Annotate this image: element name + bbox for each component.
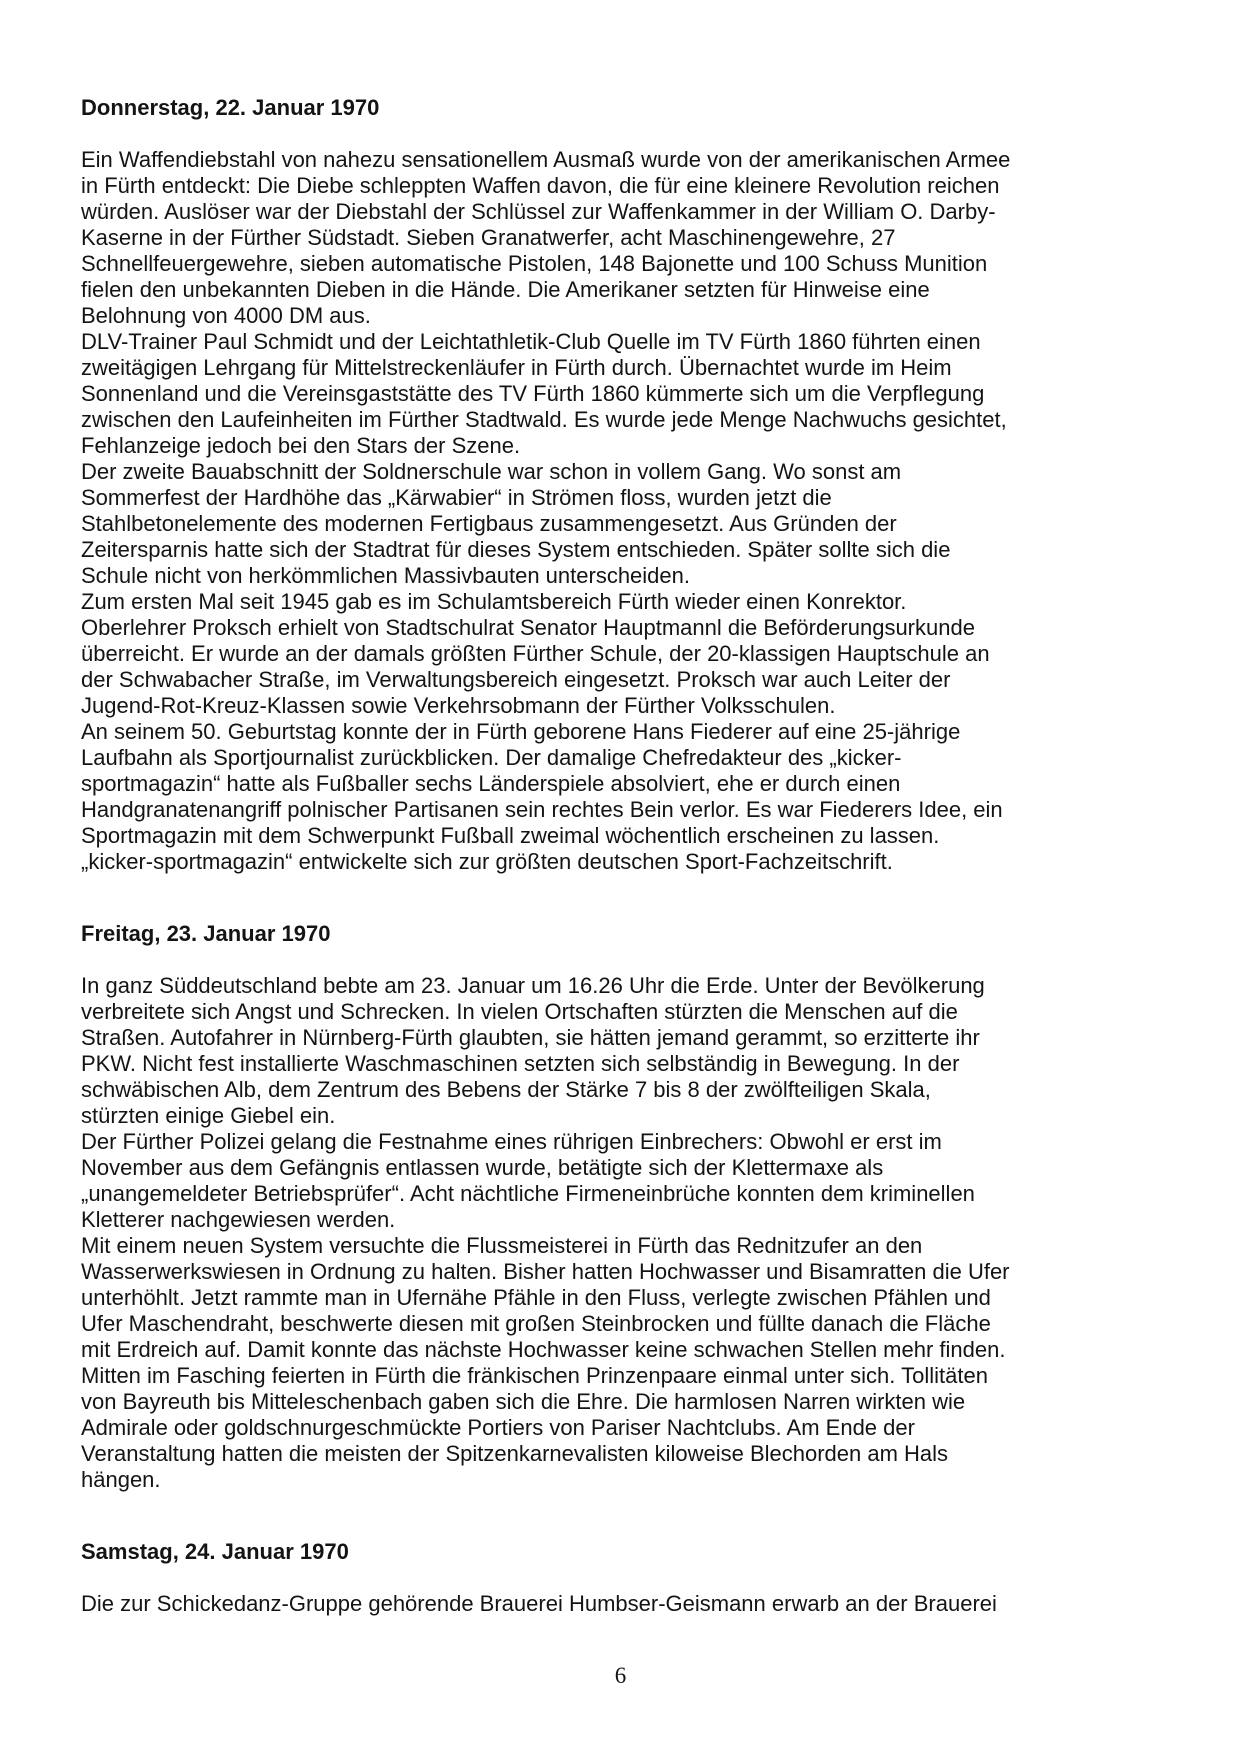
text-line: unterhöhlt. Jetzt rammte man in Ufernähe Pfähle in den Fluss, verlegte zwischen Pfählen und <box>81 1285 991 1310</box>
text-line: fielen den unbekannten Dieben in die Hände. Die Amerikaner setzten für Hinweise eine <box>81 277 930 302</box>
text-line: Veranstaltung hatten die meisten der Spitzenkarnevalisten kiloweise Blechorden am Hals <box>81 1441 949 1466</box>
text-line: Straßen. Autofahrer in Nürnberg-Fürth glaubten, sie hätten jemand gerammt, so erzitterte ihr <box>81 1025 980 1050</box>
text-line: Wasserwerkswiesen in Ordnung zu halten. Bisher hatten Hochwasser und Bisamratten die Ufer <box>81 1259 1010 1284</box>
text-line: Kletterer nachgewiesen werden. <box>81 1207 396 1232</box>
text-line: Schnellfeuergewehre, sieben automatische Pistolen, 148 Bajonette und 100 Schuss Munition <box>81 251 988 276</box>
text-line: DLV-Trainer Paul Schmidt und der Leichtathletik-Club Quelle im TV Fürth 1860 führten einen <box>81 329 981 354</box>
text-line: schwäbischen Alb, dem Zentrum des Bebens der Stärke 7 bis 8 der zwölfteiligen Skala, <box>81 1077 931 1102</box>
text-line: Sonnenland und die Vereinsgaststätte des TV Fürth 1860 kümmerte sich um die Verpflegung <box>81 381 985 406</box>
text-line: „kicker-sportmagazin“ entwickelte sich zur größten deutschen Sport-Fachzeitschrift. <box>81 849 893 874</box>
text-line: mit Erdreich auf. Damit konnte das nächste Hochwasser keine schwachen Stellen mehr finden. <box>81 1337 1006 1362</box>
text-line: Kaserne in der Fürther Südstadt. Sieben Granatwerfer, acht Maschinengewehre, 27 <box>81 225 896 250</box>
text-line: Ein Waffendiebstahl von nahezu sensationellem Ausmaß wurde von der amerikanischen Armee <box>81 147 1011 172</box>
text-line: stürzten einige Giebel ein. <box>81 1103 336 1128</box>
text-line: Mit einem neuen System versuchte die Flussmeisterei in Fürth das Rednitzufer an den <box>81 1233 923 1258</box>
text-line: Fehlanzeige jedoch bei den Stars der Szene. <box>81 433 521 458</box>
text-line: Admirale oder goldschnurgeschmückte Portiers von Pariser Nachtclubs. Am Ende der <box>81 1415 915 1440</box>
section-donnerstag <box>81 95 1160 875</box>
date-heading-donnerstag: Donnerstag, 22. Januar 1970 <box>81 95 380 120</box>
text-line: Oberlehrer Proksch erhielt von Stadtschulrat Senator Hauptmannl die Beförderungsurkunde <box>81 615 975 640</box>
text-line: Schule nicht von herkömmlichen Massivbauten unterscheiden. <box>81 563 690 588</box>
text-line: Ufer Maschendraht, beschwerte diesen mit großen Steinbrocken und füllte danach die Fläche <box>81 1311 991 1336</box>
date-heading-samstag: Samstag, 24. Januar 1970 <box>81 1539 349 1564</box>
text-line: hängen. <box>81 1467 161 1492</box>
text-line: Jugend-Rot-Kreuz-Klassen sowie Verkehrsobmann der Fürther Volksschulen. <box>81 693 836 718</box>
page-number: 6 <box>614 1663 627 1688</box>
text-line: November aus dem Gefängnis entlassen wurde, betätigte sich der Klettermaxe als <box>81 1155 884 1180</box>
text-line: sportmagazin“ hatte als Fußballer sechs Länderspiele absolviert, ehe er durch einen <box>81 771 901 796</box>
text-line: In ganz Süddeutschland bebte am 23. Januar um 16.26 Uhr die Erde. Unter der Bevölkerung <box>81 973 985 998</box>
text-line: Sportmagazin mit dem Schwerpunkt Fußball zweimal wöchentlich erscheinen zu lassen. <box>81 823 940 848</box>
text-line: Handgranatenangriff polnischer Partisanen sein rechtes Bein verlor. Es war Fiederers Idee, ein <box>81 797 1003 822</box>
text-line: Stahlbetonelemente des modernen Fertigbaus zusammengesetzt. Aus Gründen der <box>81 511 897 536</box>
text-line: überreicht. Er wurde an der damals größten Fürther Schule, der 20-klassigen Hauptschule an <box>81 641 990 666</box>
text-line: in Fürth entdeckt: Die Diebe schleppten Waffen davon, die für eine kleinere Revolution reichen <box>81 173 1000 198</box>
section-freitag <box>81 921 1160 1493</box>
date-heading-freitag: Freitag, 23. Januar 1970 <box>81 921 331 946</box>
text-line: zweitägigen Lehrgang für Mittelstreckenläufer in Fürth durch. Übernachtet wurde im Heim <box>81 355 952 380</box>
text-line: Laufbahn als Sportjournalist zurückblicken. Der damalige Chefredakteur des „kicker- <box>81 745 902 770</box>
text-line: Die zur Schickedanz-Gruppe gehörende Brauerei Humbser-Geismann erwarb an der Brauerei <box>81 1591 997 1616</box>
text-line: Sommerfest der Hardhöhe das „Kärwabier“ in Strömen floss, wurden jetzt die <box>81 485 832 510</box>
text-line: würden. Auslöser war der Diebstahl der Schlüssel zur Waffenkammer in der William O. Darby- <box>81 199 996 224</box>
text-line: Zeitersparnis hatte sich der Stadtrat für dieses System entschieden. Später sollte sich die <box>81 537 951 562</box>
text-line: zwischen den Laufeinheiten im Fürther Stadtwald. Es wurde jede Menge Nachwuchs gesichtet, <box>81 407 1007 432</box>
text-line: An seinem 50. Geburtstag konnte der in Fürth geborene Hans Fiederer auf eine 25-jährige <box>81 719 961 744</box>
text-line: von Bayreuth bis Mitteleschenbach gaben sich die Ehre. Die harmlosen Narren wirkten wie <box>81 1389 966 1414</box>
text-line: PKW. Nicht fest installierte Waschmaschinen setzten sich selbständig in Bewegung. In der <box>81 1051 960 1076</box>
text-line: Der Fürther Polizei gelang die Festnahme eines rührigen Einbrechers: Obwohl er erst im <box>81 1129 942 1154</box>
text-line: Zum ersten Mal seit 1945 gab es im Schulamtsbereich Fürth wieder einen Konrektor. <box>81 589 907 614</box>
text-line: Mitten im Fasching feierten in Fürth die fränkischen Prinzenpaare einmal unter sich. Tollitäten <box>81 1363 988 1388</box>
text-line: Belohnung von 4000 DM aus. <box>81 303 371 328</box>
text-line: verbreitete sich Angst und Schrecken. In vielen Ortschaften stürzten die Menschen auf die <box>81 999 958 1024</box>
text-line: Der zweite Bauabschnitt der Soldnerschule war schon in vollem Gang. Wo sonst am <box>81 459 902 484</box>
text-line: der Schwabacher Straße, im Verwaltungsbereich eingesetzt. Proksch war auch Leiter der <box>81 667 951 692</box>
text-line: „unangemeldeter Betriebsprüfer“. Acht nächtliche Firmeneinbrüche konnten dem kriminellen <box>81 1181 975 1206</box>
section-samstag <box>81 1539 1160 1617</box>
